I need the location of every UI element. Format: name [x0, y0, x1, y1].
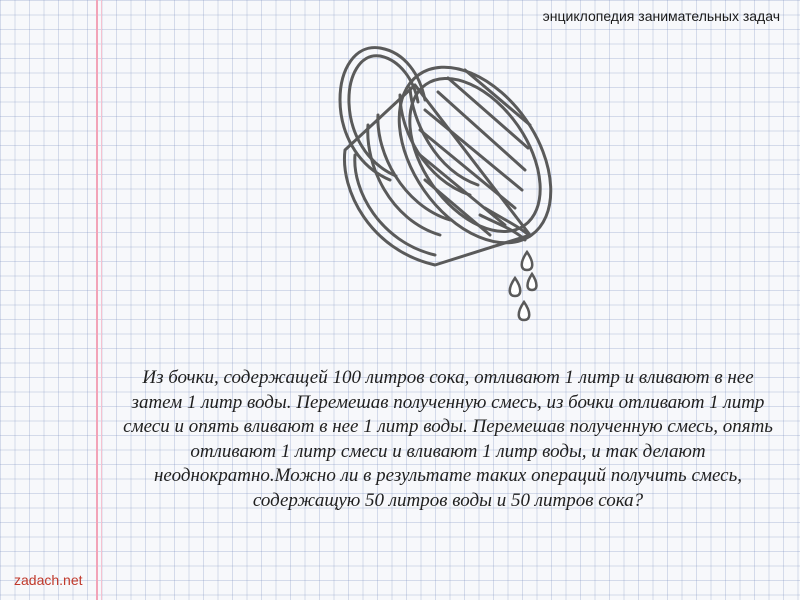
problem-statement: Из бочки, содержащей 100 литров сока, отливают 1 литр и вливают в нее затем 1 литр воды. Перемешав полученную смесь, из бочки отливают 1 литр смеси и опять вливают в нее 1 литр воды. Перемешав полученную смесь, опять отливают 1 литр смеси и вливают 1 литр воды, и так делают неоднократно.Можно ли в результате таких операций получить смесь, содержащую 50 литров воды и 50 литров сока?	[123, 367, 773, 511]
header-caption: энциклопедия занимательных задач	[542, 8, 780, 24]
notebook-margin-line	[96, 0, 98, 600]
site-link[interactable]: zadach.net	[14, 572, 83, 588]
bucket-pouring-icon	[320, 30, 560, 330]
notebook-margin-line-secondary	[101, 0, 102, 600]
